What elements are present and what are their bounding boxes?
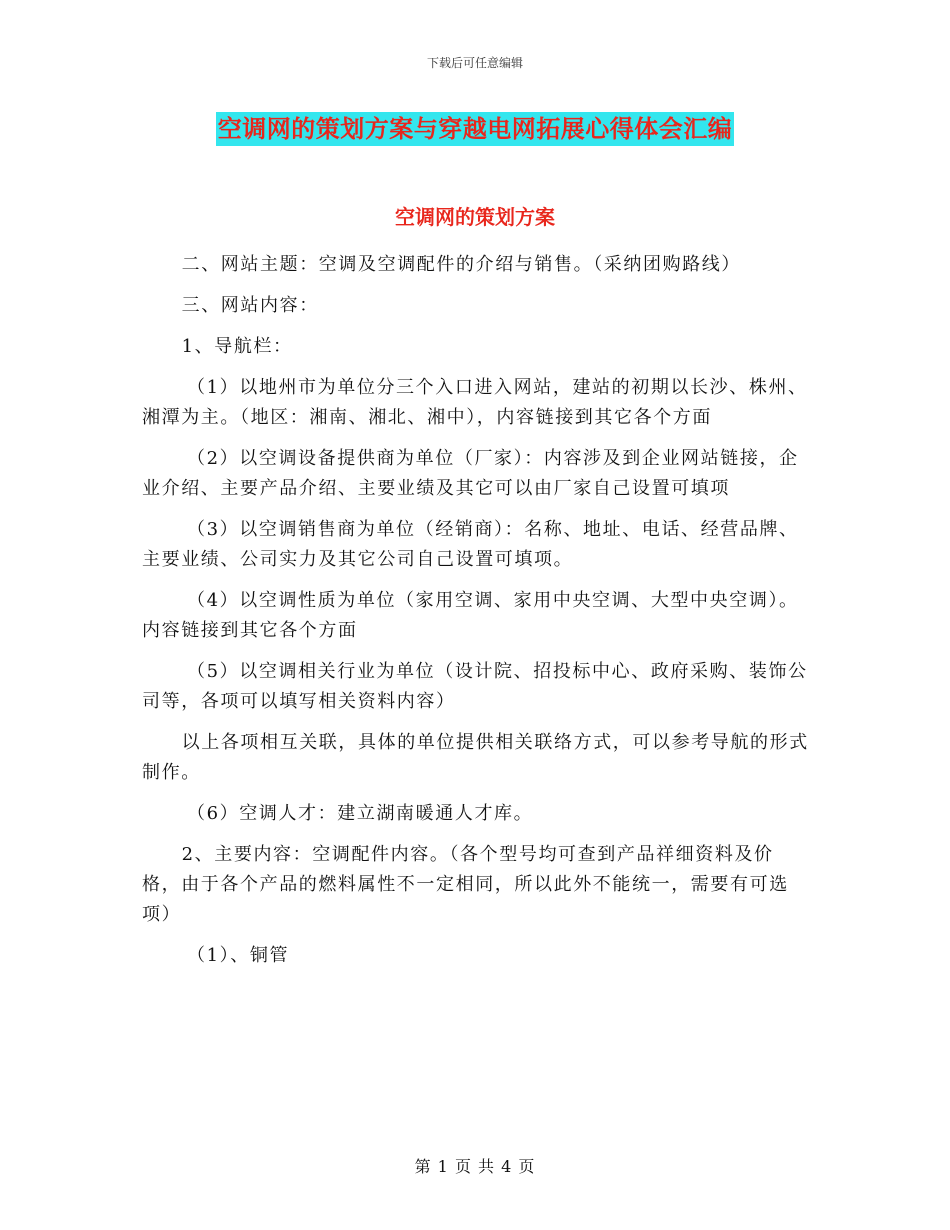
paragraph-item-3: （3）以空调销售商为单位（经销商）：名称、地址、电话、经营品牌、主要业绩、公司实力及其它公司自己设置可填项。	[142, 519, 799, 570]
paragraph-site-content: 三、网站内容：	[181, 295, 319, 316]
document-body	[142, 250, 810, 982]
paragraph-navbar: 1、导航栏：	[181, 336, 293, 357]
section-title: 空调网的策划方案	[395, 205, 555, 229]
document-title: 空调网的策划方案与穿越电网拓展心得体会汇编	[216, 112, 735, 146]
paragraph-site-theme: 二、网站主题：空调及空调配件的介绍与销售。（采纳团购路线）	[181, 254, 741, 275]
paragraph-item-4: （4）以空调性质为单位（家用空调、家用中央空调、大型中央空调）。内容链接到其它各个方面	[142, 590, 799, 641]
title-container	[0, 112, 950, 146]
paragraph-item-6: （6）空调人才：建立湖南暖通人才库。	[187, 803, 534, 824]
page-footer: 第 1 页 共 4 页	[414, 1157, 536, 1176]
paragraph-item-2: （2）以空调设备提供商为单位（厂家）：内容涉及到企业网站链接，企业介绍、主要产品介绍、主要业绩及其它可以由厂家自己设置可填项	[142, 448, 799, 499]
paragraph-item-5: （5）以空调相关行业为单位（设计院、招投标中心、政府采购、装饰公司等，各项可以填写相关资料内容）	[142, 661, 808, 712]
paragraph-item-1: （1）以地州市为单位分三个入口进入网站，建站的初期以长沙、株州、湘潭为主。（地区：湘南、湘北、湘中），内容链接到其它各个方面	[142, 377, 808, 428]
paragraph-main-content: 2、主要内容：空调配件内容。（各个型号均可查到产品祥细资料及价格，由于各个产品的燃料属性不一定相同，所以此外不能统一，需要有可选项）	[142, 844, 789, 925]
header-note: 下载后可任意编辑	[426, 56, 523, 70]
paragraph-copper-pipe: （1）、铜管	[187, 945, 290, 966]
paragraph-related-note: 以上各项相互关联，具体的单位提供相关联络方式，可以参考导航的形式制作。	[142, 732, 809, 783]
